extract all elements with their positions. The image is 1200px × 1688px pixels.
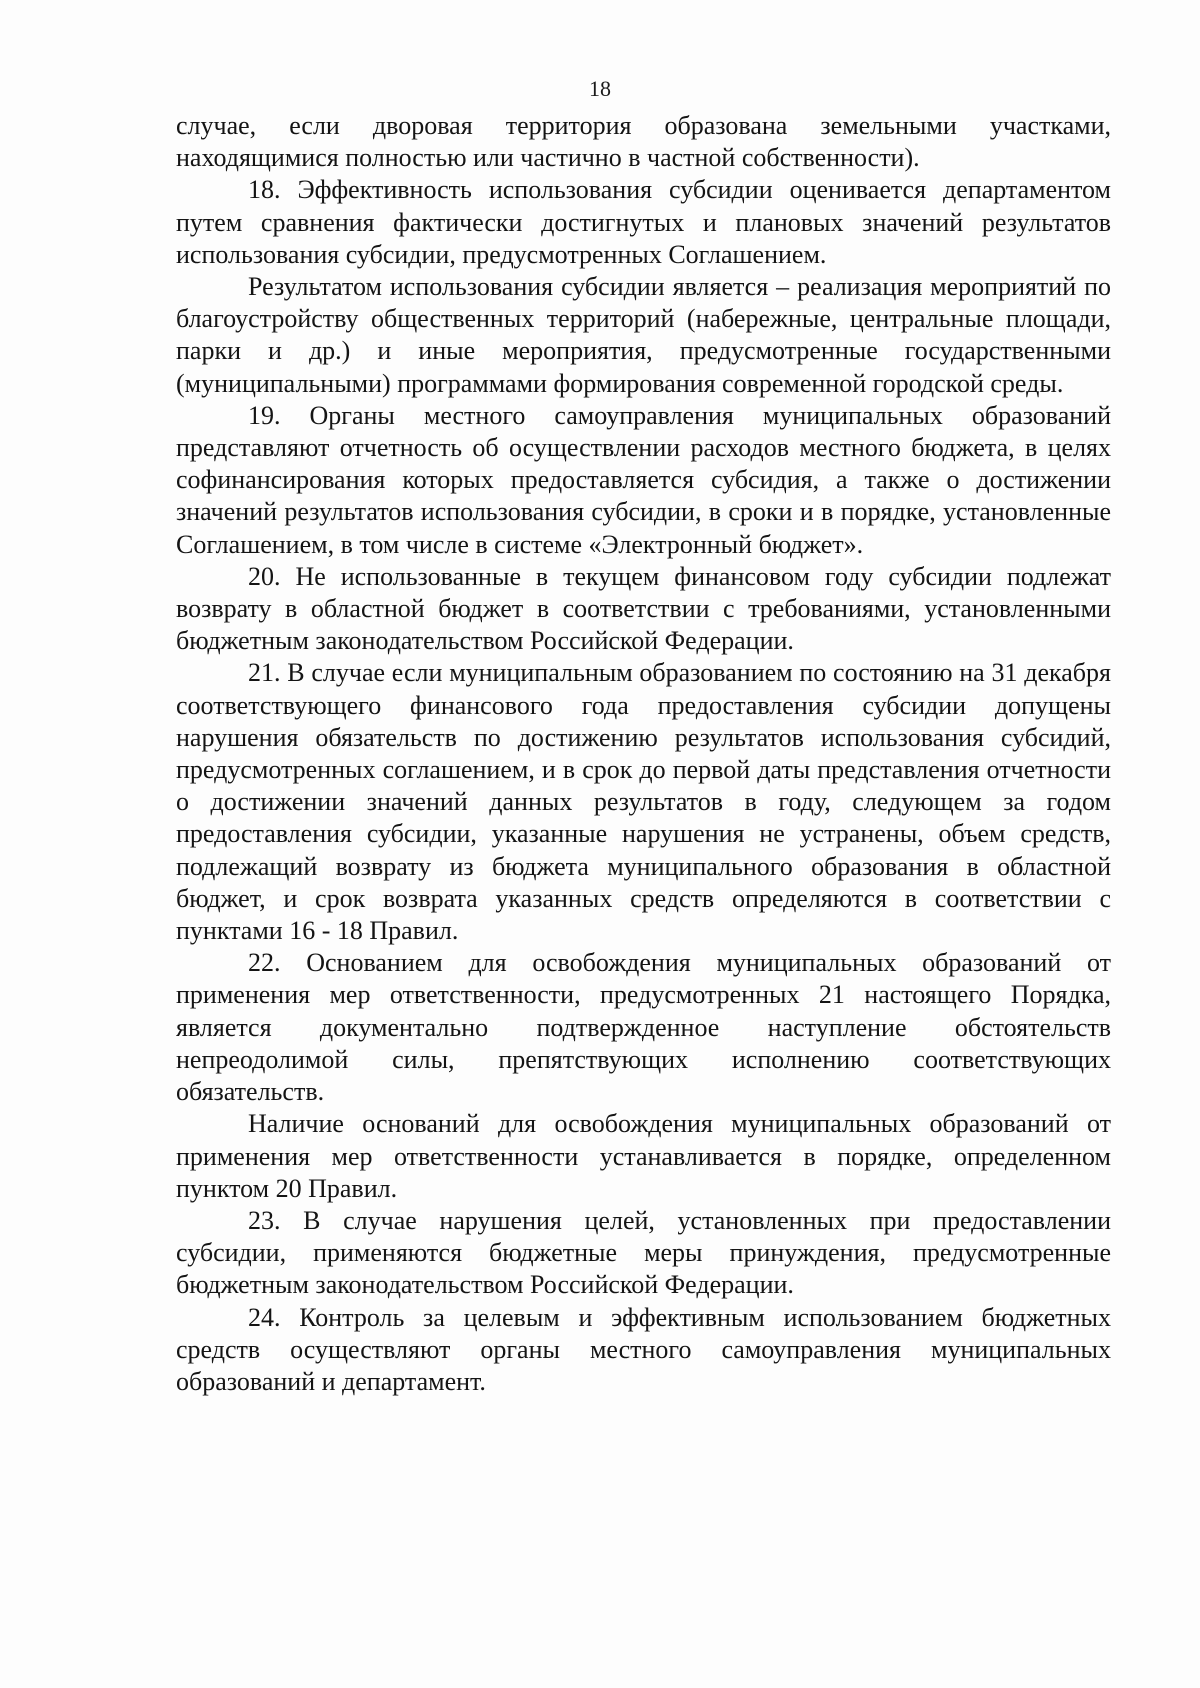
document-body xyxy=(176,110,1111,1398)
paragraph-item-19: 19. Органы местного самоуправления муниципальных образований представляют отчетность об осуществлении расходов местного бюджета, в целях софинансирования которых предоставляется субсидия, а также о достижении значений результатов использования субсидии, в сроки и в порядке, установленные Соглашением, в том числе в системе «Электронный бюджет». xyxy=(176,400,1111,559)
paragraph-item-21: 21. В случае если муниципальным образованием по состоянию на 31 декабря соответствующего финансового года предоставления субсидии допущены нарушения обязательств по достижению результатов использования субсидий, предусмотренных соглашением, и в срок до первой даты представления отчетности о достижении значений данных результатов в году, следующем за годом предоставления субсидии, указанные нарушения не устранены, объем средств, подлежащий возврату из бюджета муниципального образования в областной бюджет, и срок возврата указанных средств определяются в соответствии с пунктами 16 - 18 Правил. xyxy=(176,658,1111,946)
paragraph-item-22-grounds: Наличие оснований для освобождения муниципальных образований от применения мер ответственности устанавливается в порядке, определенном пунктом 20 Правил. xyxy=(176,1109,1111,1203)
paragraph-item-18: 18. Эффективность использования субсидии оценивается департаментом путем сравнения фактически достигнутых и плановых значений результатов использования субсидии, предусмотренных Соглашением. xyxy=(176,175,1111,269)
paragraph-continuation: случае, если дворовая территория образована земельными участками, находящимися полностью или частично в частной собственности). xyxy=(176,111,1111,173)
paragraph-item-24: 24. Контроль за целевым и эффективным использованием бюджетных средств осуществляют органы местного самоуправления муниципальных образований и департамент. xyxy=(176,1302,1111,1396)
paragraph-item-18-result: Результатом использования субсидии является – реализация мероприятий по благоустройству общественных территорий (набережные, центральные площади, парки и др.) и иные мероприятия, предусмотренные государственными (муниципальными) программами формирования современной городской среды. xyxy=(176,272,1111,398)
page-number: 18 xyxy=(589,76,611,101)
paragraph-item-20: 20. Не использованные в текущем финансовом году субсидии подлежат возврату в областной бюджет в соответствии с требованиями, установленными бюджетным законодательством Российской Федерации. xyxy=(176,561,1111,656)
paragraph-item-23: 23. В случае нарушения целей, установленных при предоставлении субсидии, применяются бюджетные меры принуждения, предусмотренные бюджетным законодательством Российской Федерации. xyxy=(176,1205,1111,1300)
paragraph-item-22: 22. Основанием для освобождения муниципальных образований от применения мер ответственности, предусмотренных 21 настоящего Порядка, является документально подтвержденное наступление обстоятельств непреодолимой силы, препятствующих исполнению соответствующих обязательств. xyxy=(176,948,1111,1107)
